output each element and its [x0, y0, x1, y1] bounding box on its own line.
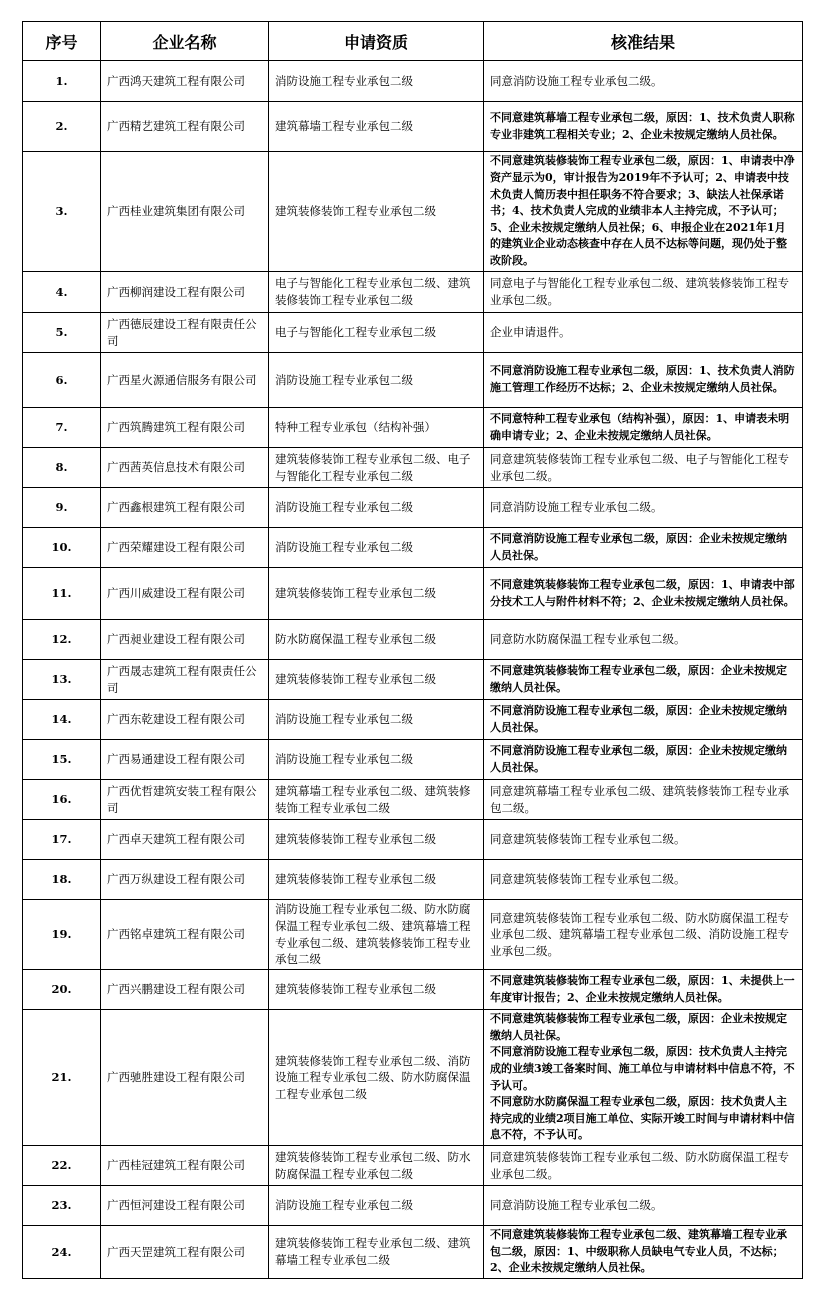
- cell-company-name: 广西晟志建筑工程有限责任公司: [101, 660, 269, 700]
- table-row: [23, 1226, 803, 1279]
- cell-qualification: 建筑装修装饰工程专业承包二级: [269, 820, 484, 860]
- header-company-name: 企业名称: [101, 22, 269, 61]
- cell-serial-number: 24.: [23, 1226, 101, 1279]
- cell-company-name: 广西桂冠建筑工程有限公司: [101, 1146, 269, 1186]
- table-row: [23, 740, 803, 780]
- cell-serial-number: 8.: [23, 448, 101, 488]
- cell-serial-number: 18.: [23, 860, 101, 900]
- cell-serial-number: 22.: [23, 1146, 101, 1186]
- cell-serial-number: 4.: [23, 272, 101, 313]
- cell-serial-number: 10.: [23, 528, 101, 568]
- cell-qualification: 建筑幕墙工程专业承包二级: [269, 102, 484, 152]
- table-row: [23, 900, 803, 970]
- cell-approval-result: 同意消防设施工程专业承包二级。: [484, 488, 803, 528]
- cell-approval-result: 不同意消防设施工程专业承包二级，原因：企业未按规定缴纳人员社保。: [484, 528, 803, 568]
- cell-qualification: 防水防腐保温工程专业承包二级: [269, 620, 484, 660]
- cell-qualification: 建筑装修装饰工程专业承包二级、电子与智能化工程专业承包二级: [269, 448, 484, 488]
- cell-company-name: 广西万纵建设工程有限公司: [101, 860, 269, 900]
- cell-company-name: 广西筑腾建筑工程有限公司: [101, 408, 269, 448]
- cell-approval-result: 不同意特种工程专业承包（结构补强），原因：1、申请表未明确申请专业；2、企业未按规定缴纳人员社保。: [484, 408, 803, 448]
- cell-approval-result: 企业申请退件。: [484, 313, 803, 353]
- table-row: [23, 820, 803, 860]
- cell-company-name: 广西驰胜建设工程有限公司: [101, 1010, 269, 1146]
- cell-approval-result: 同意建筑装修装饰工程专业承包二级。: [484, 860, 803, 900]
- cell-serial-number: 3.: [23, 152, 101, 272]
- cell-qualification: 电子与智能化工程专业承包二级、建筑装修装饰工程专业承包二级: [269, 272, 484, 313]
- cell-serial-number: 16.: [23, 780, 101, 820]
- table-row: [23, 860, 803, 900]
- cell-company-name: 广西昶业建设工程有限公司: [101, 620, 269, 660]
- cell-qualification: 建筑装修装饰工程专业承包二级、防水防腐保温工程专业承包二级: [269, 1146, 484, 1186]
- table-row: [23, 780, 803, 820]
- cell-serial-number: 17.: [23, 820, 101, 860]
- qualification-approval-table: [22, 21, 803, 1279]
- approval-result-line: 不同意建筑装修装饰工程专业承包二级，原因：企业未按规定缴纳人员社保。: [490, 1012, 787, 1042]
- cell-approval-result: 不同意消防设施工程专业承包二级，原因：企业未按规定缴纳人员社保。: [484, 740, 803, 780]
- table-row: [23, 448, 803, 488]
- cell-serial-number: 20.: [23, 970, 101, 1010]
- table-header-row: [23, 22, 803, 61]
- cell-approval-result: 不同意消防设施工程专业承包二级，原因：企业未按规定缴纳人员社保。: [484, 700, 803, 740]
- cell-qualification: 消防设施工程专业承包二级: [269, 740, 484, 780]
- cell-approval-result: 同意建筑幕墙工程专业承包二级、建筑装修装饰工程专业承包二级。: [484, 780, 803, 820]
- cell-approval-result: 不同意建筑装修装饰工程专业承包二级，原因：企业未按规定缴纳人员社保。: [484, 660, 803, 700]
- cell-approval-result: 同意消防设施工程专业承包二级。: [484, 1186, 803, 1226]
- cell-company-name: 广西鸿天建筑工程有限公司: [101, 61, 269, 102]
- cell-serial-number: 13.: [23, 660, 101, 700]
- cell-qualification: 建筑幕墙工程专业承包二级、建筑装修装饰工程专业承包二级: [269, 780, 484, 820]
- cell-company-name: 广西鑫根建筑工程有限公司: [101, 488, 269, 528]
- cell-serial-number: 9.: [23, 488, 101, 528]
- cell-serial-number: 21.: [23, 1010, 101, 1146]
- cell-qualification: 消防设施工程专业承包二级: [269, 528, 484, 568]
- cell-approval-result: 不同意建筑幕墙工程专业承包二级，原因：1、技术负责人职称专业非建筑工程相关专业；2、企业未按规定缴纳人员社保。: [484, 102, 803, 152]
- cell-serial-number: 5.: [23, 313, 101, 353]
- table-row: [23, 408, 803, 448]
- cell-company-name: 广西东乾建设工程有限公司: [101, 700, 269, 740]
- cell-company-name: 广西恒河建设工程有限公司: [101, 1186, 269, 1226]
- cell-serial-number: 14.: [23, 700, 101, 740]
- cell-approval-result: 不同意建筑装修装饰工程专业承包二级，原因：1、未提供上一年度审计报告；2、企业未按规定缴纳人员社保。: [484, 970, 803, 1010]
- cell-company-name: 广西德辰建设工程有限责任公司: [101, 313, 269, 353]
- table-row: [23, 660, 803, 700]
- cell-qualification: 消防设施工程专业承包二级: [269, 700, 484, 740]
- cell-qualification: 特种工程专业承包（结构补强）: [269, 408, 484, 448]
- cell-approval-result: 同意防水防腐保温工程专业承包二级。: [484, 620, 803, 660]
- cell-qualification: 建筑装修装饰工程专业承包二级: [269, 152, 484, 272]
- cell-company-name: 广西易通建设工程有限公司: [101, 740, 269, 780]
- cell-qualification: 建筑装修装饰工程专业承包二级、消防设施工程专业承包二级、防水防腐保温工程专业承包二级: [269, 1010, 484, 1146]
- cell-company-name: 广西卓天建筑工程有限公司: [101, 820, 269, 860]
- cell-serial-number: 15.: [23, 740, 101, 780]
- table-row: [23, 568, 803, 620]
- cell-approval-result: 不同意建筑装修装饰工程专业承包二级，原因：1、申请表中净资产显示为0，审计报告为2019年不予认可；2、申请表中技术负责人简历表中担任职务不符合要求；3、缺法人社保承诺书；4、技术负责人完成的业绩非本人主持完成，不予认可；5、企业未按规定缴纳人员社保；6、申报企业在2021年1月的建筑业企业动态核查中存在人员不达标等问题，现仍处于整改阶段。: [484, 152, 803, 272]
- cell-qualification: 建筑装修装饰工程专业承包二级: [269, 568, 484, 620]
- cell-approval-result: 同意建筑装修装饰工程专业承包二级。: [484, 820, 803, 860]
- cell-qualification: 电子与智能化工程专业承包二级: [269, 313, 484, 353]
- cell-company-name: 广西星火源通信服务有限公司: [101, 353, 269, 408]
- cell-approval-result: 同意消防设施工程专业承包二级。: [484, 61, 803, 102]
- table-row: [23, 700, 803, 740]
- table-row: [23, 488, 803, 528]
- cell-approval-result: 不同意建筑装修装饰工程专业承包二级、建筑幕墙工程专业承包二级，原因：1、中级职称人员缺电气专业人员，不达标；2、企业未按规定缴纳人员社保。: [484, 1226, 803, 1279]
- cell-company-name: 广西优哲建筑安装工程有限公司: [101, 780, 269, 820]
- cell-approval-result: 同意建筑装修装饰工程专业承包二级、防水防腐保温工程专业承包二级。: [484, 1146, 803, 1186]
- cell-approval-result: 不同意建筑装修装饰工程专业承包二级，原因：1、申请表中部分技术工人与附件材料不符；2、企业未按规定缴纳人员社保。: [484, 568, 803, 620]
- cell-qualification: 建筑装修装饰工程专业承包二级: [269, 660, 484, 700]
- table-row: [23, 102, 803, 152]
- approval-result-line: 不同意防水防腐保温工程专业承包二级，原因：技术负责人主持完成的业绩2项目施工单位、实际开竣工时间与申请材料中信息不符，不予认可。: [490, 1095, 795, 1142]
- cell-serial-number: 23.: [23, 1186, 101, 1226]
- table-row: [23, 1010, 803, 1146]
- cell-company-name: 广西柳润建设工程有限公司: [101, 272, 269, 313]
- cell-approval-result: 不同意消防设施工程专业承包二级，原因：1、技术负责人消防施工管理工作经历不达标；2、企业未按规定缴纳人员社保。: [484, 353, 803, 408]
- cell-serial-number: 6.: [23, 353, 101, 408]
- table-row: [23, 353, 803, 408]
- table-row: [23, 1146, 803, 1186]
- cell-company-name: 广西川威建设工程有限公司: [101, 568, 269, 620]
- cell-serial-number: 19.: [23, 900, 101, 970]
- cell-qualification: 消防设施工程专业承包二级: [269, 353, 484, 408]
- cell-qualification: 消防设施工程专业承包二级: [269, 61, 484, 102]
- table-row: [23, 61, 803, 102]
- cell-company-name: 广西铭卓建筑工程有限公司: [101, 900, 269, 970]
- table-row: [23, 970, 803, 1010]
- cell-company-name: 广西桂业建筑集团有限公司: [101, 152, 269, 272]
- cell-serial-number: 7.: [23, 408, 101, 448]
- cell-serial-number: 1.: [23, 61, 101, 102]
- header-serial-number: 序号: [23, 22, 101, 61]
- cell-company-name: 广西荣耀建设工程有限公司: [101, 528, 269, 568]
- table-row: [23, 528, 803, 568]
- cell-qualification: 消防设施工程专业承包二级: [269, 1186, 484, 1226]
- cell-company-name: 广西茜英信息技术有限公司: [101, 448, 269, 488]
- cell-company-name: 广西精艺建筑工程有限公司: [101, 102, 269, 152]
- table-row: [23, 620, 803, 660]
- cell-qualification: 建筑装修装饰工程专业承包二级: [269, 970, 484, 1010]
- cell-approval-result: 同意电子与智能化工程专业承包二级、建筑装修装饰工程专业承包二级。: [484, 272, 803, 313]
- header-qualification: 申请资质: [269, 22, 484, 61]
- cell-qualification: 消防设施工程专业承包二级、防水防腐保温工程专业承包二级、建筑幕墙工程专业承包二级、建筑装修装饰工程专业承包二级: [269, 900, 484, 970]
- table-row: [23, 152, 803, 272]
- cell-qualification: 建筑装修装饰工程专业承包二级: [269, 860, 484, 900]
- table-row: [23, 272, 803, 313]
- cell-qualification: 建筑装修装饰工程专业承包二级、建筑幕墙工程专业承包二级: [269, 1226, 484, 1279]
- table-row: [23, 313, 803, 353]
- table-row: [23, 1186, 803, 1226]
- cell-serial-number: 2.: [23, 102, 101, 152]
- cell-qualification: 消防设施工程专业承包二级: [269, 488, 484, 528]
- cell-company-name: 广西天罡建筑工程有限公司: [101, 1226, 269, 1279]
- cell-serial-number: 11.: [23, 568, 101, 620]
- header-approval-result: 核准结果: [484, 22, 803, 61]
- cell-company-name: 广西兴鹏建设工程有限公司: [101, 970, 269, 1010]
- cell-approval-result: 同意建筑装修装饰工程专业承包二级、电子与智能化工程专业承包二级。: [484, 448, 803, 488]
- approval-result-line: 不同意消防设施工程专业承包二级，原因：技术负责人主持完成的业绩3竣工备案时间、施工单位与申请材料中信息不符，不予认可。: [490, 1045, 795, 1092]
- cell-approval-result: 同意建筑装修装饰工程专业承包二级、防水防腐保温工程专业承包二级、建筑幕墙工程专业承包二级、消防设施工程专业承包二级。: [484, 900, 803, 970]
- cell-serial-number: 12.: [23, 620, 101, 660]
- cell-approval-result: [484, 1010, 803, 1146]
